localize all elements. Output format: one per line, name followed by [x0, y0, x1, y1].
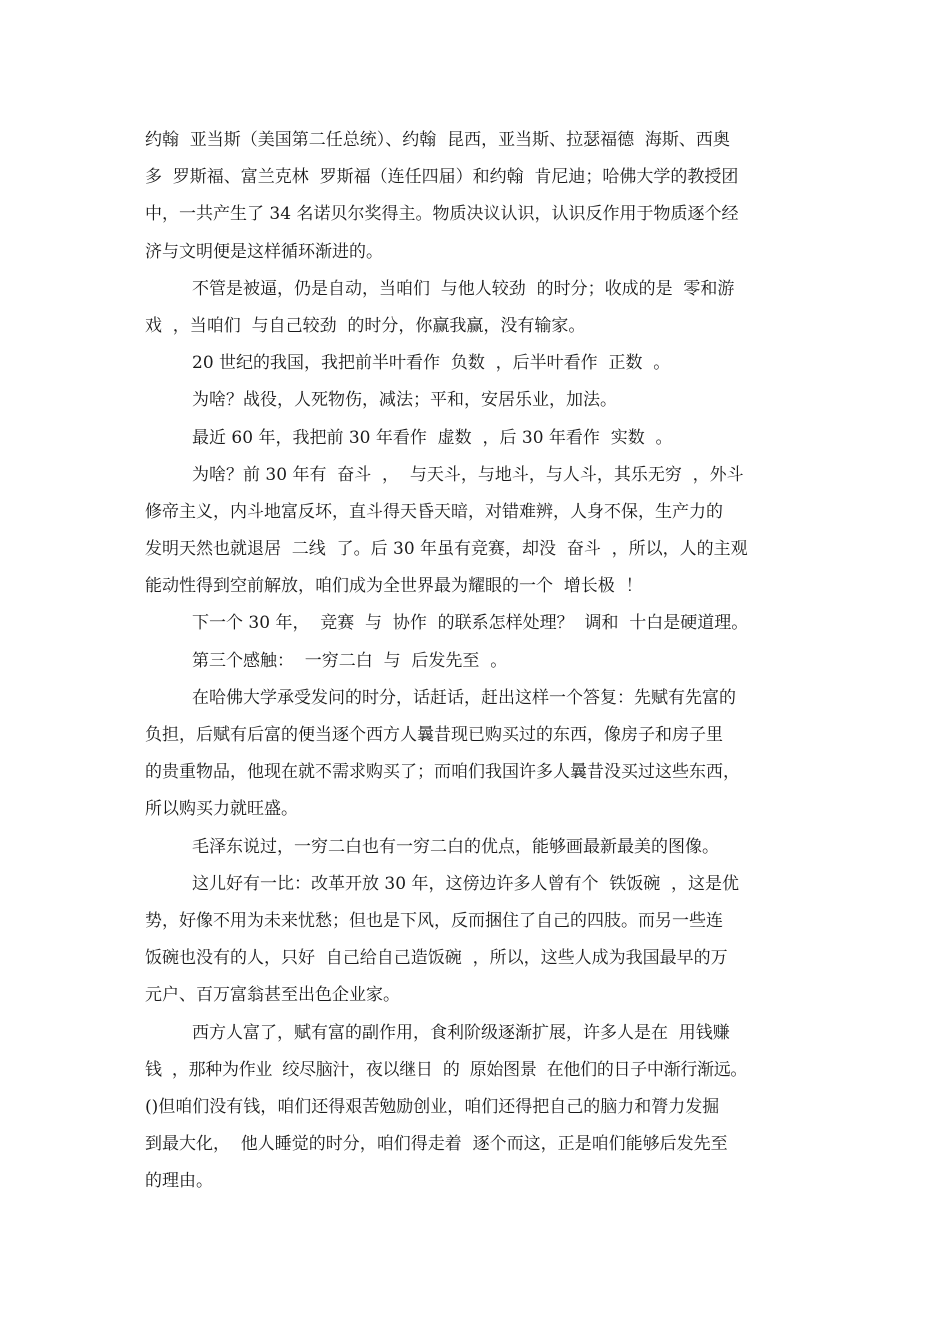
paragraph-first-line: 为啥？战役，人死物伤，减法；平和，安居乐业，加法。 — [192, 390, 617, 411]
text-line: ()但咱们没有钱，咱们还得艰苦勉励创业，咱们还得把自己的脑力和膂力发掘 — [145, 1096, 720, 1117]
paragraph-first-line: 为啥？前 30 年有 奋斗 ， 与天斗，与地斗，与人斗，其乐无穷 ，外斗 — [192, 464, 744, 485]
text-line: 的理由。 — [145, 1171, 213, 1192]
paragraph-first-line: 不管是被逼，仍是自动，当咱们 与他人较劲 的时分；收成的是 零和游 — [192, 278, 735, 299]
text-line: 中，一共产生了 34 名诺贝尔奖得主。物质决议认识，认识反作用于物质逐个经 — [145, 204, 739, 225]
text-line: 济与文明便是这样循环渐进的。 — [145, 241, 383, 262]
paragraph-first-line: 在哈佛大学承受发问的时分，话赶话，赶出这样一个答复：先赋有先富的 — [192, 687, 736, 708]
paragraph-first-line: 这儿好有一比：改革开放 30 年，这傍边许多人曾有个 铁饭碗 ，这是优 — [192, 873, 740, 894]
text-line: 修帝主义，内斗地富反坏，直斗得天昏天暗，对错难辨，人身不保，生产力的 — [145, 501, 723, 522]
text-line: 发明天然也就退居 二线 了。后 30 年虽有竞赛，却没 奋斗 ，所以，人的主观 — [145, 539, 748, 560]
paragraph-first-line: 20 世纪的我国，我把前半叶看作 负数 ，后半叶看作 正数 。 — [192, 353, 671, 374]
text-line: 元户、百万富翁甚至出色企业家。 — [145, 985, 400, 1006]
text-line: 所以购买力就旺盛。 — [145, 799, 298, 820]
text-line: 势，好像不用为未来忧愁；但也是下风，反而捆住了自己的四肢。而另一些连 — [145, 910, 723, 931]
text-line: 钱 ，那种为作业 绞尽脑汁，夜以继日 的 原始图景 在他们的日子中渐行渐远。 — [145, 1059, 748, 1080]
text-line: 到最大化， 他人睡觉的时分，咱们得走着 逐个而这，正是咱们能够后发先至 — [145, 1134, 728, 1155]
paragraph-first-line: 最近 60 年，我把前 30 年看作 虚数 ，后 30 年看作 实数 。 — [192, 427, 673, 448]
text-line: 饭碗也没有的人，只好 自己给自己造饭碗 ，所以，这些人成为我国最早的万 — [145, 948, 728, 969]
text-line: 多 罗斯福、富兰克林 罗斯福（连任四届）和约翰 肯尼迪；哈佛大学的教授团 — [145, 167, 739, 188]
text-line: 负担，后赋有后富的便当逐个西方人曩昔现已购买过的东西，像房子和房子里 — [145, 725, 723, 745]
text-line: 约翰 亚当斯（美国第二任总统）、约翰 昆西，亚当斯、拉瑟福德 海斯、西奥 — [145, 130, 730, 150]
text-line: 戏 ，当咱们 与自己较劲 的时分，你赢我赢，没有输家。 — [145, 315, 586, 336]
paragraph-first-line: 下一个 30 年， 竞赛 与 协作 的联系怎样处理？ 调和 十白是硬道理。 — [192, 613, 749, 634]
paragraph-first-line: 第三个感触： 一穷二白 与 后发先至 。 — [192, 650, 508, 671]
document-body — [145, 122, 825, 1200]
paragraph-first-line: 西方人富了，赋有富的副作用，食利阶级逐渐扩展，许多人是在 用钱赚 — [192, 1022, 730, 1043]
text-line: 能动性得到空前解放，咱们成为全世界最为耀眼的一个 增长极 ！ — [145, 576, 643, 597]
text-line: 的贵重物品，他现在就不需求购买了；而咱们我国许多人曩昔没买过这些东西， — [145, 762, 740, 783]
paragraph-first-line: 毛泽东说过，一穷二白也有一穷二白的优点，能够画最新最美的图像。 — [192, 836, 719, 857]
